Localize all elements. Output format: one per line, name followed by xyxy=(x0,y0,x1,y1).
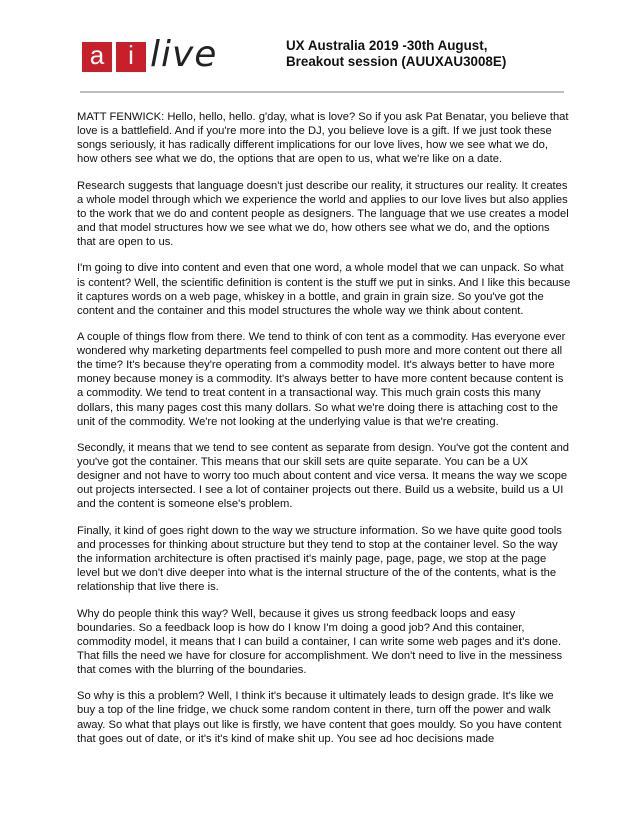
logo-box-a: a xyxy=(82,42,112,72)
transcript-paragraph: So why is this a problem? Well, I think it's because it ultimately leads to design grade. It's like we buy a top of the line fridge, we chuck some random content in there, turn off the power and walk away. So what that plays out like is firstly, we have content that goes mouldy. So you have content that goes out of date, or it's it's kind of make shit up. You see ad hoc decisions made xyxy=(77,690,562,745)
transcript-paragraph: Research suggests that language doesn't just describe our reality, it structures our reality. It creates a whole model through which we experience the world and applies to our love lives but also applies to the work that we do and content people as designers. The language that we use creates a model and that model structures how we see what we do, how others see what we do, and the options that are open to us. xyxy=(77,179,569,249)
header-divider xyxy=(80,91,564,93)
transcript-body xyxy=(77,110,571,758)
transcript-paragraph: I'm going to dive into content and even that one word, a whole model that we can unpack. So what is content? Well, the scientific definition is content is the stuff we put in sinks. And I like this because it captures words on a web page, whiskey in a bottle, and grain in grain size. So you've got the content and the container and this model structures the whole way we think about content. xyxy=(77,262,571,317)
transcript-paragraph: Finally, it kind of goes right down to the way we structure information. So we have quite good tools and processes for thinking about structure but they tend to stop at the container level. So the way the information architecture is often practised it's mainly page, page, page, we stop at the page level but we don't dive deeper into what is the internal structure of the of the contents, what is the relationship that live there is. xyxy=(77,524,562,594)
logo-box-i: i xyxy=(116,42,146,72)
event-title-line1: UX Australia 2019 -30th August, xyxy=(286,38,488,53)
transcript-paragraph: MATT FENWICK: Hello, hello, hello. g'day, what is love? So if you ask Pat Benatar, you believe that love is a battlefield. And if you're more into the DJ, you believe love is a gift. If we just took these songs seriously, it has radically different implications for our love lives, how we see what we do, how others see what we do, the options that are open to us, what we're like on a date. xyxy=(77,111,569,166)
event-title xyxy=(286,38,506,70)
transcript-paragraph: Why do people think this way? Well, because it gives us strong feedback loops and easy boundaries. So a feedback loop is how do I know I'm doing a good job? And this container, commodity model, it means that I can build a container, I can write some web pages and it's done. That fills the need we have for closure for accomplishment. We don't need to live in the messiness that comes with the blurring of the boundaries. xyxy=(77,607,563,676)
page-header xyxy=(0,0,640,95)
logo-word: live xyxy=(150,34,218,75)
transcript-paragraph: Secondly, it means that we tend to see content as separate from design. You've got the content and you've got the container. This means that our skill sets are quite separate. You can be a UX designer and not have to worry too much about content and vice versa. It means the way we scope out projects intersected. I see a lot of container projects out there. Build us a website, build us a UI and the content is someone else's problem. xyxy=(77,442,570,511)
transcript-paragraph: A couple of things flow from there. We tend to think of con tent as a commodity. Has everyone ever wondered why marketing departments feel compelled to push more and more content out there all the time? It's because they're operating from a commodity model. It's always better to have more money because money is a commodity. It's always better to have more content because content is a commodity. We tend to treat content in a transactional way. This much grain costs this many dollars, this many pages cost this many dollars. So what we're doing there is attaching cost to the unit of the commodity. We're not looking at the underlying value is that we're creating. xyxy=(77,331,566,428)
event-title-line2: Breakout session (AUUXAU3008E) xyxy=(286,54,507,69)
